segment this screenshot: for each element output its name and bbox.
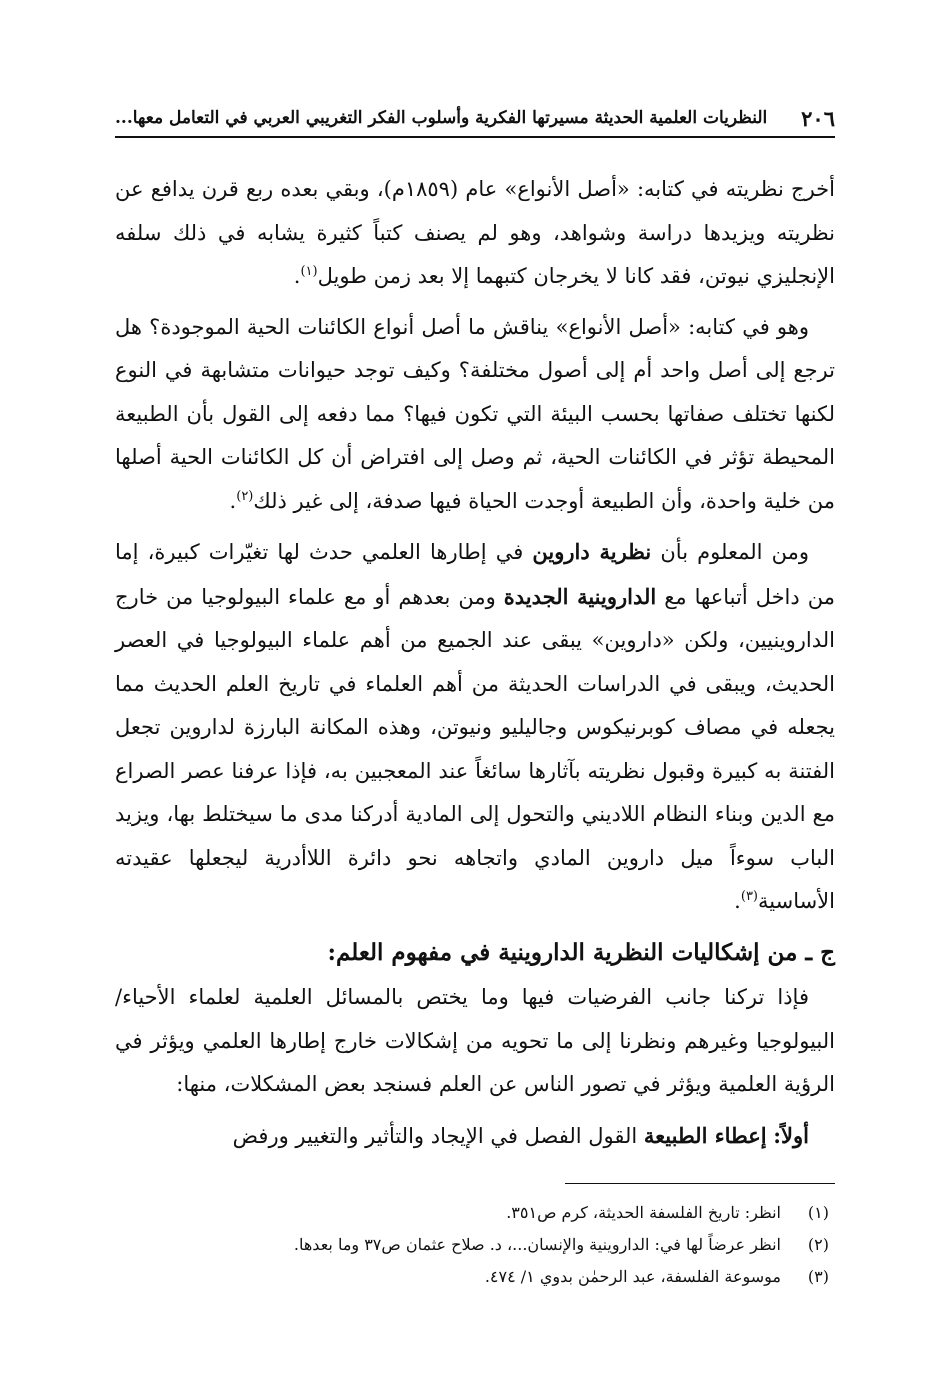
neo-darwinism-term: الداروينية الجديدة — [503, 583, 657, 609]
paragraph-4 — [115, 976, 835, 1107]
body-text — [115, 168, 835, 1165]
footnote-text: انظر عرضاً لها في: الداروينية والإنسان...، د. صلاح عثمان ص٣٧ وما بعدها. — [293, 1235, 781, 1254]
paragraph-3 — [115, 530, 835, 924]
footnote-1 — [115, 1197, 835, 1229]
paragraph-1 — [115, 168, 835, 299]
first-point-label: أولاً: — [773, 1122, 809, 1148]
paragraph-5-text: القول الفصل في الإيجاد والتأثير والتغيير ورفض — [232, 1123, 638, 1148]
paragraph-3-part-a: ومن المعلوم بأن — [660, 540, 809, 564]
paragraph-1-text: أخرج نظريته في كتابه: «أصل الأنواع» عام (١٨٥٩م)، وبقي بعده ربع قرن يدافع عن نظريته ويزيدها دراسة وشواهد، وهو لم يصنف كتباً كثيرة يشابه في ذلك سلفه الإنجليزي نيوتن، فقد كانا لا يخرجان كتبهما إلا بعد زمن طويل — [115, 177, 836, 288]
darwin-theory-term: نظرية داروين — [532, 539, 652, 564]
running-header — [115, 100, 835, 138]
page-number: ٢٠٦ — [801, 105, 835, 131]
footnotes — [115, 1197, 835, 1293]
footnote-text: انظر: تاريخ الفلسفة الحديثة، كرم ص٣٥١. — [506, 1203, 781, 1222]
footnote-ref-2: (٢) — [236, 488, 254, 504]
nature-term: إعطاء الطبيعة — [643, 1122, 767, 1148]
footnote-ref-1: (١) — [300, 264, 318, 279]
footnote-number: (٢) — [807, 1235, 829, 1254]
footnote-3 — [115, 1261, 835, 1293]
footnote-number: (٣) — [807, 1267, 829, 1286]
footnote-text: موسوعة الفلسفة، عبد الرحمٰن بدوي ١/ ٤٧٤. — [484, 1267, 781, 1286]
running-title: النظريات العلمية الحديثة مسيرتها الفكرية وأسلوب الفكر التغريبي العربي في التعامل معها... — [115, 108, 768, 128]
paragraph-2-text: وهو في كتابه: «أصل الأنواع» يناقش ما أصل أنواع الكائنات الحية الموجودة؟ هل ترجع إلى أصل واحد أم إلى أصول مختلفة؟ وكيف توجد حيوانات متشابهة في النوع لكنها تختلف صفاتها بحسب البيئة التي تكون فيها؟ مما دفعه إلى القول بأن الطبيعة المحيطة تؤثر في الكائنات الحية، ثم وصل إلى افتراض أن كل الكائنات الحية أصلها من خلية واحدة، وأن الطبيعة أوجدت الحياة فيها صدفة، إلى غير ذلك — [115, 314, 835, 513]
footnote-ref-3: (٣) — [740, 889, 758, 904]
paragraph-3-end: . — [734, 889, 741, 913]
footnote-number: (١) — [807, 1203, 829, 1222]
paragraph-1-end: . — [293, 264, 301, 288]
paragraph-2-end: . — [229, 488, 237, 513]
paragraph-2 — [115, 306, 835, 524]
paragraph-5 — [115, 1114, 835, 1159]
paragraph-3-part-b: في إطارها العلمي حدث لها تغيّرات كبيرة، إما من داخل أتباعها مع — [115, 540, 835, 609]
footnote-divider — [565, 1183, 835, 1184]
paragraph-3-part-c: ومن بعدهم أو مع علماء البيولوجيا من خارج الداروينيين، ولكن «داروين» يبقى عند الجميع من أهم علماء البيولوجيا في العصر الحديث، ويبقى في الدراسات الحديثة من أهم العلماء في تاريخ العلم الحديث مما يجعله في مصاف كوبرنيكوس وجاليليو ونيوتن، وهذه المكانة البارزة لداروين تجعل الفتنة به كبيرة وقبول نظريته بآثارها سائغاً عند المعجبين به، فإذا عرفنا عصر الصراع مع الدين وبناء النظام اللاديني والتحول إلى المادية أدركنا مدى ما سيختلط بها، ويزيد الباب سوءاً ميل داروين المادي واتجاهه نحو دائرة اللاأدرية ليجعلها عقيدته الأساسية — [115, 584, 835, 913]
paragraph-4-text: فإذا تركنا جانب الفرضيات فيها وما يختص بالمسائل العلمية لعلماء الأحياء/البيولوجيا وغيرهم ونظرنا إلى ما تحويه من إشكالات خارج إطارها العلمي ويؤثر في الرؤية العلمية ويؤثر في تصور الناس عن العلم فسنجد بعض المشكلات، منها: — [115, 985, 835, 1096]
section-heading: ج ـ من إشكاليات النظرية الداروينية في مفهوم العلم: — [327, 938, 835, 966]
footnote-2 — [115, 1229, 835, 1261]
